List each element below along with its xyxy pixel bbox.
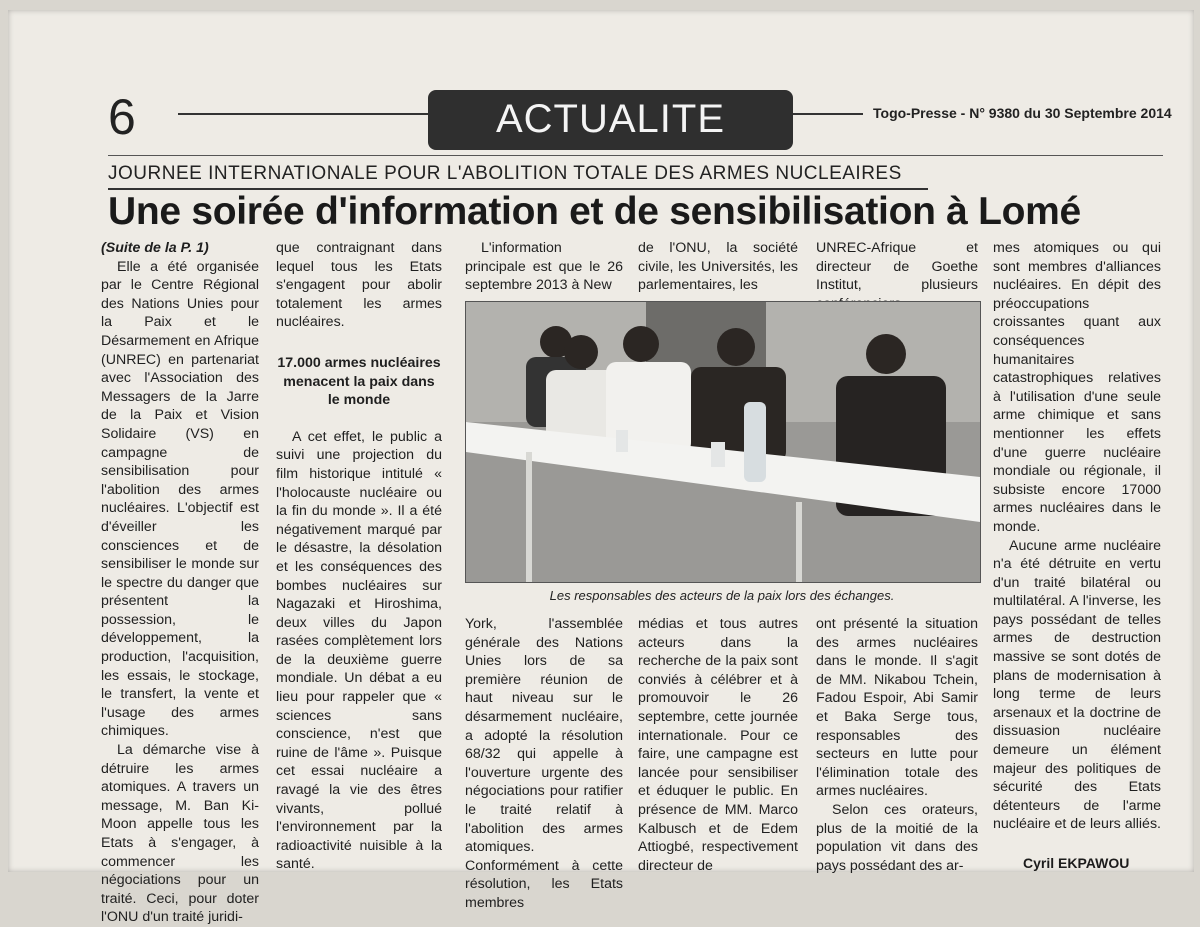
headline: Une soirée d'information et de sensibilisation à Lomé bbox=[108, 190, 1081, 233]
section-banner bbox=[428, 90, 793, 150]
section-label: ACTUALITE bbox=[495, 97, 726, 141]
news-photo bbox=[465, 301, 981, 583]
issue-info: Togo-Presse - N° 9380 du 30 Septembre 2014 bbox=[873, 105, 1172, 121]
paragraph: La démarche vise à détruire les armes atomiques. A travers un message, M. Ban Ki-Moon appelle tous les Etats à s'engager, à commencer les négociations pour un traité. Ceci, pour doter l'ONU d'un traité juridi- bbox=[101, 742, 259, 926]
paragraph: Aucune arme nucléaire n'a été détruite en vertu d'un traité bilatéral ou multilatéral. A l'inverse, les pays possédant de telles armes de destruction massive se sont dotés de plans de modernisation à long terme de leurs arsenaux et la doctrine de dissuasion nucléaire demeure un élément majeur des politiques de sécurité des Etats détenteurs de l'arme nucléaire et de leurs alliés. bbox=[993, 537, 1161, 833]
paragraph: York, l'assemblée générale des Nations Unies lors de sa première réunion de haut niveau sur le désarmement nucléaire, a adopté la résolution 68/32 qui appelle à l'ouverture urgente des négociations pour ratifier le traité relatif à l'abolition des armes atomiques. Conformément à cette résolution, les Etats membres bbox=[465, 616, 623, 911]
article-column-6 bbox=[993, 239, 1161, 834]
paragraph: ont présenté la situation des armes nucléaires dans le monde. Il s'agit de MM. Nikabou Tchein, Fadou Espoir, Abi Samir et Baka Serge tous, responsables des secteurs en lutte pour l'élimination totale des armes nucléaires. bbox=[816, 616, 978, 800]
header-rule-right bbox=[793, 113, 863, 115]
paragraph: de l'ONU, la société civile, les Universités, les parlementaires, les bbox=[638, 240, 798, 294]
article-column-1 bbox=[101, 239, 259, 927]
continuation-note: (Suite de la P. 1) bbox=[101, 240, 209, 256]
paragraph: médias et tous autres acteurs dans la recherche de la paix sont conviés à célébrer et à promouvoir le 26 septembre, cette journée internationale. Pour ce faire, une campagne est lancée pour sensibiliser et éduquer le public. En présence de MM. Marco Kalbusch et de Edem Attiogbé, respectivement directeur de bbox=[638, 616, 798, 874]
header-rule-bottom bbox=[108, 155, 1163, 156]
article-column-3-top bbox=[465, 239, 623, 295]
article-column-3-bottom bbox=[465, 615, 623, 913]
article-column-4-top bbox=[638, 239, 798, 295]
paragraph: que contraignant dans lequel tous les Etats s'engagent pour abolir totalement les armes nucléaires. bbox=[276, 240, 442, 331]
article-column-4-bottom bbox=[638, 615, 798, 875]
kicker: JOURNEE INTERNATIONALE POUR L'ABOLITION TOTALE DES ARMES NUCLEAIRES bbox=[108, 163, 902, 184]
paragraph: mes atomiques ou qui sont membres d'alliances nucléaires. En dépit des préoccupations croissantes quant aux conséquences humanitaires catastrophiques relatives à l'utilisation d'une seule arme chimique et sans mentionner les effets d'une guerre nucléaire mondiale ou régionale, il subsiste encore 17000 armes nucléaires dans le monde. bbox=[993, 240, 1161, 535]
article-column-2 bbox=[276, 239, 442, 874]
byline: Cyril EKPAWOU bbox=[1023, 855, 1130, 871]
newspaper-page bbox=[8, 10, 1194, 926]
paragraph: Selon ces orateurs, plus de la moitié de la population vit dans des pays possédant des ar- bbox=[816, 801, 978, 874]
paragraph: UNREC-Afrique et directeur de Goethe Institut, plusieurs bbox=[816, 240, 978, 294]
paragraph: Elle a été organisée par le Centre Régional des Nations Unies pour la Paix et le Désarmement en Afrique (UNREC) en partenariat avec l'Association des Messagers de la Jarre de la Paix et Vision Solidaire (VS) en campagne de sensibilisation pour l'abolition des armes nucléaires. L'objectif est d'éveiller les consciences et de sensibiliser le monde sur le spectre du danger que présentent la possession, le développement, la production, l'acquisition, les essais, le stockage, le transfert, la vente et l'usage des armes chimiques. bbox=[101, 258, 259, 740]
photo-illustration bbox=[466, 302, 980, 582]
paragraph: A cet effet, le public a suivi une projection du film historique intitulé « l'holocauste nucléaire ou la fin du monde ». Il a été négativement marqué par le désastre, la désolation et les conséquences des bombes nucléaires sur Nagazaki et Hiroshima, deux villes du Japon rasées complètement lors de la deuxième guerre mondiale. Un débat a eu lieu pour rappeler que « sciences sans conscience, n'est que ruine de l'âme ». Puisque cet essai nucléaire a ravagé la vie des êtres vivants, pollué l'environnement par la radioactivité nuisible à la santé. bbox=[276, 428, 442, 873]
page-number: 6 bbox=[108, 89, 136, 145]
photo-caption: Les responsables des acteurs de la paix lors des échanges. bbox=[549, 588, 895, 603]
header-rule-left bbox=[178, 113, 433, 115]
subheading: 17.000 armes nucléaires menacent la paix dans le monde bbox=[277, 354, 441, 409]
paragraph: L'information principale est que le 26 septembre 2013 à New bbox=[465, 240, 623, 294]
article-column-5-bottom bbox=[816, 615, 978, 875]
